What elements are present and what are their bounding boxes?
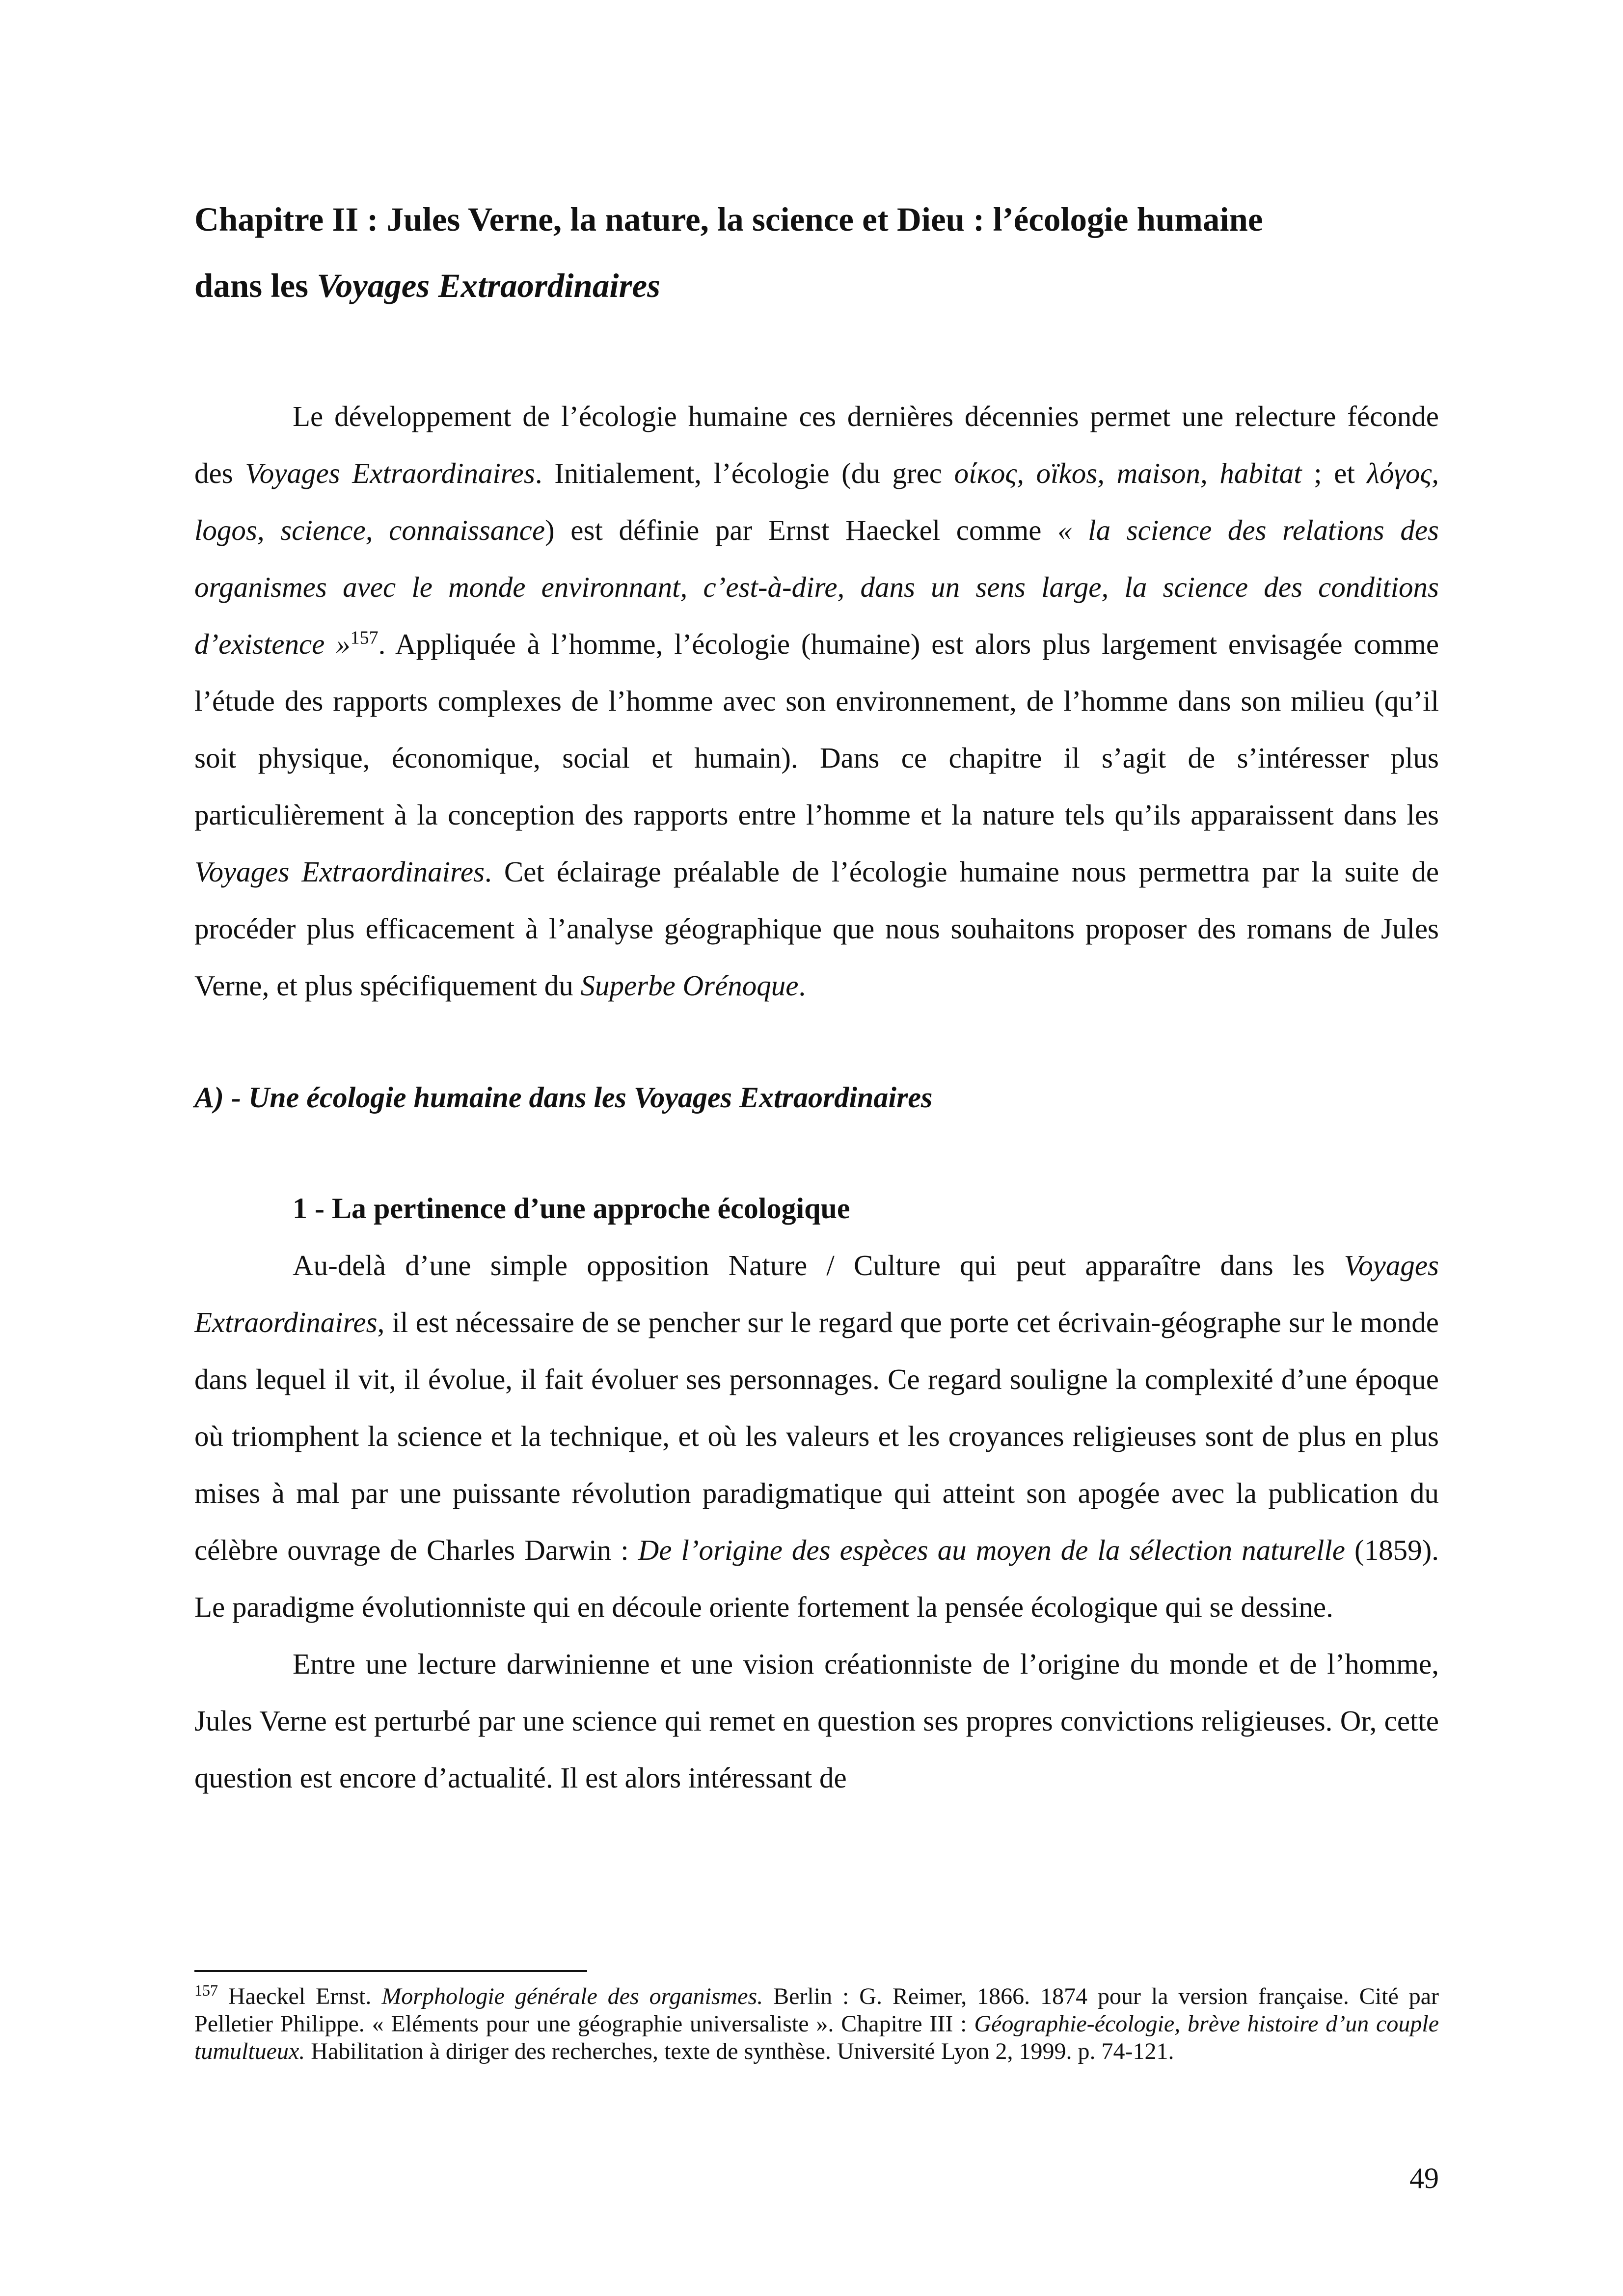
intro-text-3: ; et bbox=[1301, 457, 1367, 489]
footnote bbox=[194, 1983, 1439, 2065]
intro-italic-2: οίκος, oïkos, maison, habitat bbox=[954, 457, 1302, 489]
intro-text-1: Le développement de l’écologie humaine ces dernières décennies permet une relecture féconde des bbox=[194, 400, 1439, 489]
intro-text-6: . Cet éclairage préalable de l’écologie humaine nous permettra par la suite de procéder plus efficacement à l’analyse géographique que nous souhaitons proposer des romans de Jules Verne, et plus spécifiquement du bbox=[194, 855, 1439, 1002]
para2-text-2: , il est nécessaire de se pencher sur le regard que porte cet écrivain-géographe sur le monde dans lequel il vit, il évolue, il fait évoluer ses personnages. Ce regard souligne la complexité d’une époque où triomphent la science et la technique, et où les valeurs et les croyances religieuses sont de plus en plus mises à mal par une puissante révolution paradigmatique qui atteint son apogée avec la publication du célèbre ouvrage de Charles Darwin : bbox=[194, 1306, 1439, 1566]
footnote-italic-2: Géographie-écologie, brève histoire d’un couple tumultueux. bbox=[194, 2011, 1439, 2064]
paragraph-3: Entre une lecture darwinienne et une vision créationniste de l’origine du monde et de l’homme, Jules Verne est perturbé par une science qui remet en question ses propres convictions religieuses. Or, cette question est encore d’actualité. Il est alors intéressant de bbox=[194, 1648, 1439, 1794]
subsection-heading-1: 1 - La pertinence d’une approche écologique bbox=[293, 1192, 850, 1225]
section-heading-a: A) - Une écologie humaine dans les Voyages Extraordinaires bbox=[194, 1081, 933, 1114]
intro-text-5: . Appliquée à l’homme, l’écologie (humaine) est alors plus largement envisagée comme l’étude des rapports complexes de l’homme avec son environnement, de l’homme dans son milieu (qu’il soit physique, économique, social et humain). Dans ce chapitre il s’agit de s’intéresser plus particulièrement à la conception des rapports entre l’homme et la nature tels qu’ils apparaissent dans les bbox=[194, 628, 1439, 831]
para2-text-3: (1859). Le paradigme évolutionniste qui en découle oriente fortement la pensée écologique qui se dessine. bbox=[194, 1534, 1439, 1623]
intro-italic-5: Voyages Extraordinaires bbox=[194, 855, 485, 888]
intro-text-4: ) est définie par Ernst Haeckel comme bbox=[545, 514, 1058, 546]
footnote-text-3: Habilitation à diriger des recherches, texte de synthèse. Université Lyon 2, 1999. p. 74-121. bbox=[305, 2038, 1174, 2064]
para2-text-1: Au-delà d’une simple opposition Nature / Culture qui peut apparaître dans les bbox=[293, 1249, 1344, 1281]
para2-italic-1: Voyages Extraordinaires bbox=[194, 1249, 1439, 1338]
footnote-separator bbox=[194, 1970, 587, 1972]
page-number: 49 bbox=[1409, 2162, 1439, 2194]
para2-italic-2: De l’origine des espèces au moyen de la sélection naturelle bbox=[638, 1534, 1345, 1566]
intro-italic-4: « la science des relations des organismes avec le monde environnant, c’est-à-dire, dans un sens large, la science des conditions d’existence » bbox=[194, 514, 1439, 660]
paragraph-2 bbox=[194, 1237, 1439, 1635]
intro-paragraph bbox=[194, 388, 1439, 1014]
intro-italic-1: Voyages Extraordinaires bbox=[245, 457, 535, 489]
intro-section bbox=[194, 388, 1439, 1014]
chapter-title-line2-italic: Voyages Extraordinaires bbox=[317, 267, 660, 304]
page-body bbox=[194, 187, 1439, 1806]
intro-italic-6: Superbe Orénoque bbox=[580, 969, 799, 1002]
footnote-reference[interactable]: 157 bbox=[350, 627, 379, 648]
intro-italic-3: λόγος, logos, science, connaissance bbox=[194, 457, 1439, 546]
footnote-text-1: Haeckel Ernst. bbox=[218, 1983, 382, 2009]
chapter-title-line1: Chapitre II : Jules Verne, la nature, la science et Dieu : l’écologie humaine bbox=[194, 201, 1263, 238]
footnote-text-2: Berlin : G. Reimer, 1866. 1874 pour la version française. Cité par Pelletier Philippe. « Eléments pour une géographie universaliste ». Chapitre III : bbox=[194, 1983, 1439, 2037]
footnote-number: 157 bbox=[194, 1981, 218, 1999]
chapter-title bbox=[194, 187, 1439, 319]
intro-text-7: . bbox=[798, 969, 806, 1002]
chapter-title-line2-plain: dans les bbox=[194, 267, 317, 304]
footnote-italic-1: Morphologie générale des organismes. bbox=[381, 1983, 763, 2009]
intro-text-2: . Initialement, l’écologie (du grec bbox=[535, 457, 954, 489]
